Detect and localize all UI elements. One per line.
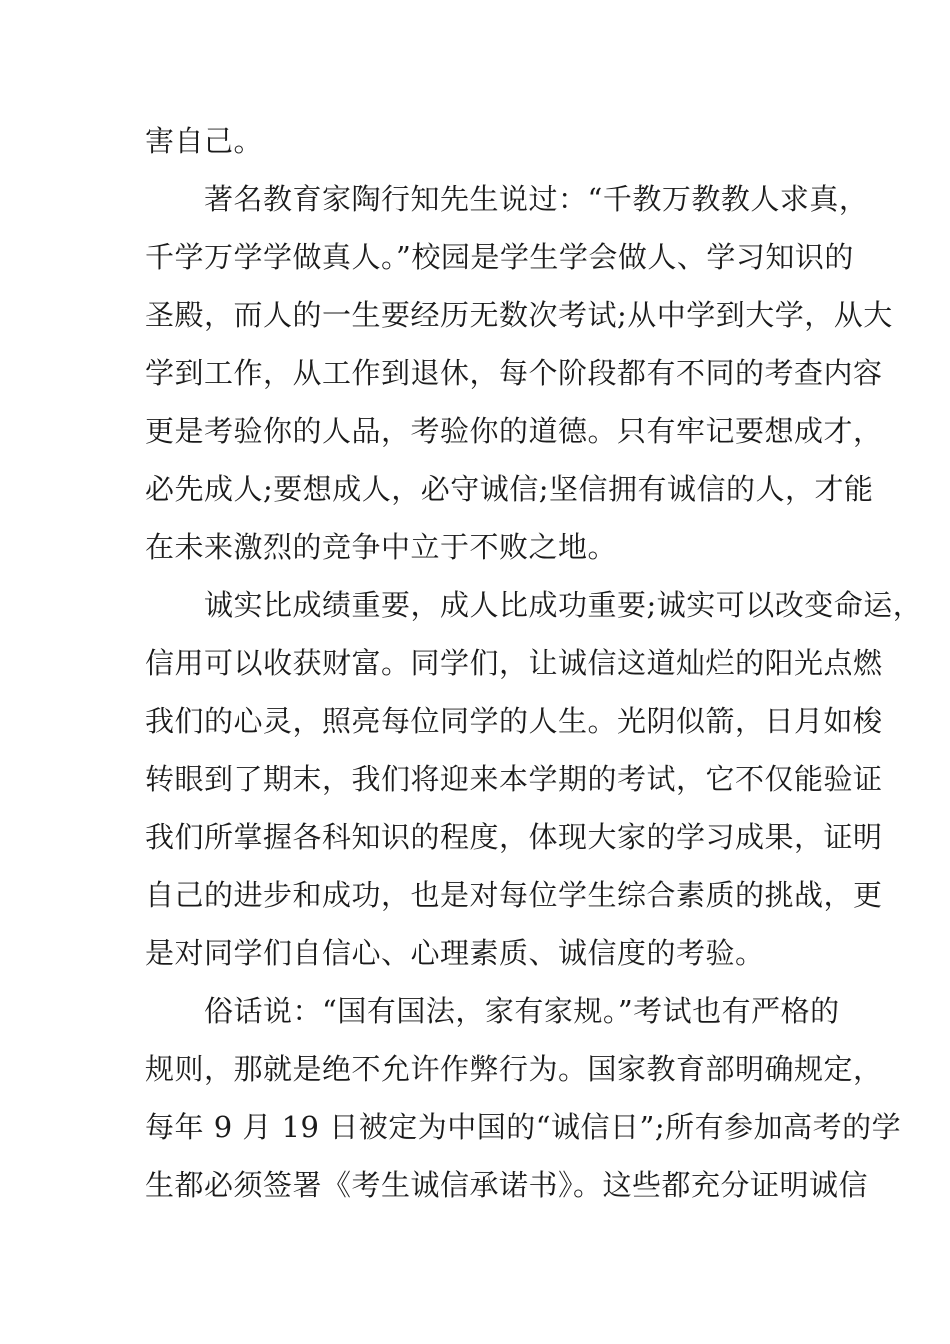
text-line: 每年 9 月 19 日被定为中国的“诚信日”;所有参加高考的学 <box>145 1110 902 1144</box>
text-line: 在未来激烈的竞争中立于不败之地。 <box>145 530 618 564</box>
text-line: 我们的心灵，照亮每位同学的人生。光阴似箭，日月如梭 <box>145 704 883 738</box>
text-line: 信用可以收获财富。同学们，让诚信这道灿烂的阳光点燃 <box>145 646 883 680</box>
text-line: 圣殿，而人的一生要经历无数次考试;从中学到大学，从大 <box>145 298 893 332</box>
text-line: 转眼到了期末，我们将迎来本学期的考试，它不仅能验证 <box>145 762 883 796</box>
text-line: 规则，那就是绝不允许作弊行为。国家教育部明确规定， <box>145 1052 883 1086</box>
text-line: 生都必须签署《考生诚信承诺书》。这些都充分证明诚信 <box>145 1168 869 1202</box>
text-line: 俗话说：“国有国法，家有家规。”考试也有严格的 <box>145 994 840 1028</box>
document-body <box>145 112 923 1214</box>
text-line: 著名教育家陶行知先生说过：“千教万教教人求真， <box>145 182 869 216</box>
text-line: 自己的进步和成功，也是对每位学生综合素质的挑战，更 <box>145 878 883 912</box>
text-line: 是对同学们自信心、心理素质、诚信度的考验。 <box>145 936 765 970</box>
text-line: 必先成人;要想成人，必守诚信;坚信拥有诚信的人，才能 <box>145 472 874 506</box>
text-line: 我们所掌握各科知识的程度，体现大家的学习成果，证明 <box>145 820 883 854</box>
text-line: 学到工作，从工作到退休，每个阶段都有不同的考查内容 <box>145 356 883 390</box>
text-line: 害自己。 <box>145 124 264 158</box>
text-line: 千学万学学做真人。”校园是学生学会做人、学习知识的 <box>145 240 854 274</box>
text-line: 更是考验你的人品，考验你的道德。只有牢记要想成才， <box>145 414 883 448</box>
text-line: 诚实比成绩重要，成人比成功重要;诚实可以改变命运， <box>145 588 923 622</box>
